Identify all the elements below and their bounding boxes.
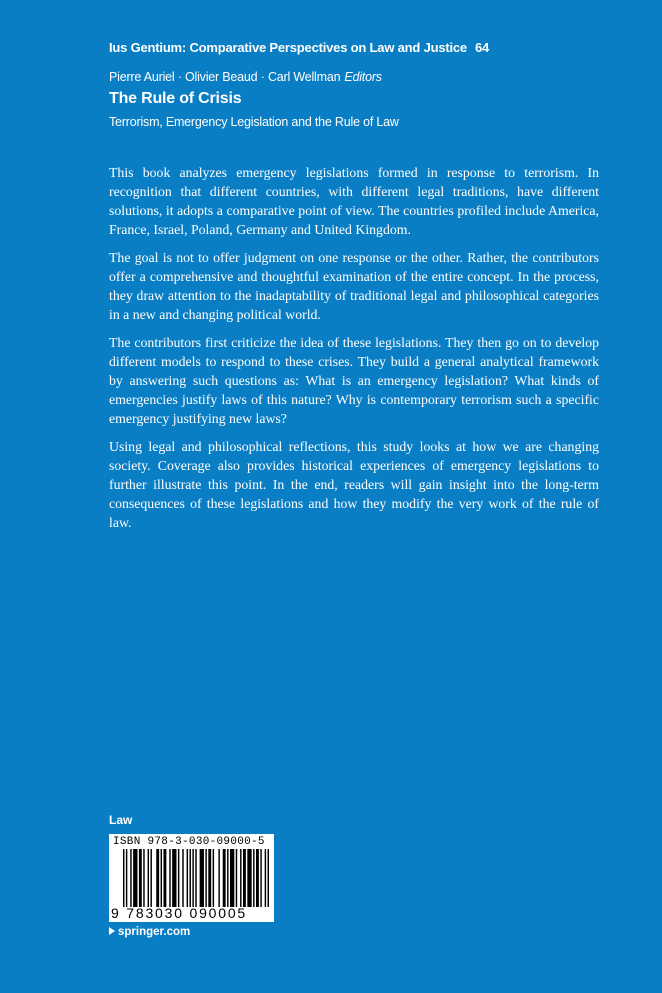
series-number: 64 [474, 40, 490, 55]
blurb-paragraph: The goal is not to offer judgment on one response or the other. Rather, the contributors offer a comprehensive and thoughtful examination of the entire concept. In the process, they draw attention to the inadaptability of traditional legal and philosophical categories in a new and changing political world. [109, 250, 599, 322]
subject-label: Law [109, 813, 133, 827]
editor-names: Pierre Auriel · Olivier Beaud · Carl Wellman [109, 70, 341, 84]
editors-line [109, 70, 382, 84]
barcode-panel [109, 834, 274, 922]
series-line [109, 40, 489, 55]
blurb-paragraph: The contributors first criticize the idea of these legislations. They then go on to develop different models to respond to these crises. They build a general analytical framework by answering such questions as: What is an emergency legislation? What kinds of emergencies justify laws of this nature? Why is contemporary terrorism such a specific emergency justifying new laws? [109, 335, 599, 426]
publisher-url[interactable] [109, 926, 190, 938]
editors-role: Editors [344, 70, 382, 84]
blurb [109, 163, 599, 541]
isbn-label: ISBN 978-3-030-09000-5 [113, 836, 265, 848]
series-name: Ius Gentium: Comparative Perspectives on Law and Justice [109, 40, 467, 55]
barcode-icon [123, 849, 269, 907]
barcode-digits: 9 783030 090005 [111, 905, 247, 921]
arrow-right-icon [109, 927, 115, 935]
book-title: The Rule of Crisis [109, 90, 242, 107]
book-subtitle: Terrorism, Emergency Legislation and the Rule of Law [109, 115, 399, 129]
blurb-paragraph: Using legal and philosophical reflections, this study looks at how we are changing society. Coverage also provides historical experiences of emergency legislations to further illustrate this point. In the end, readers will gain insight into the long-term consequences of these legislations and how they modify the very work of the rule of law. [109, 439, 599, 530]
publisher-url-text: springer.com [118, 926, 191, 938]
blurb-paragraph: This book analyzes emergency legislations formed in response to terrorism. In recognition that different countries, with different legal traditions, have different solutions, it adopts a comparative point of view. The countries profiled include America, France, Israel, Poland, Germany and United Kingdom. [109, 165, 599, 237]
